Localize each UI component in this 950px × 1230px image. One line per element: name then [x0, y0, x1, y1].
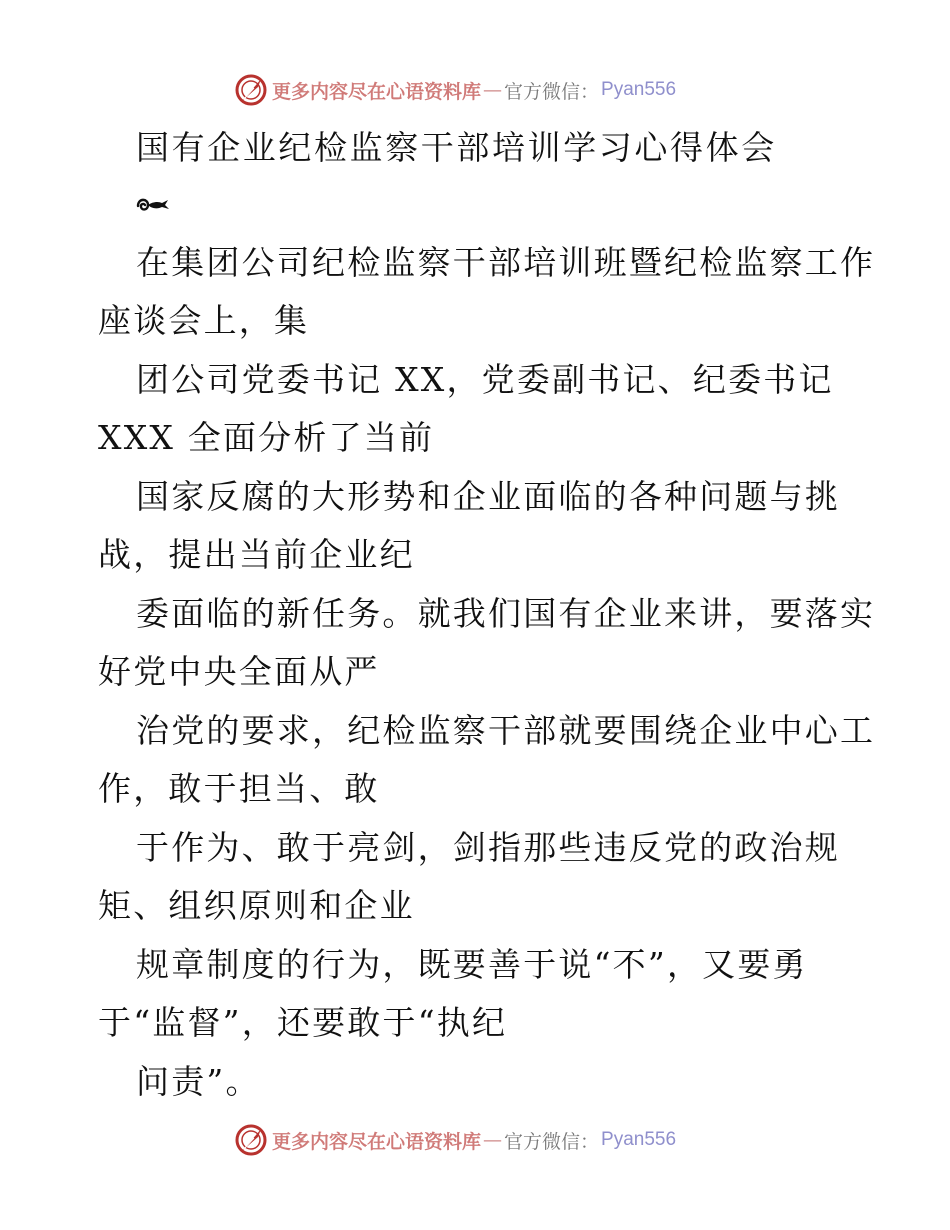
banner-wechat-id: Pyan556: [601, 1129, 677, 1150]
quill-pen-logo-icon: [234, 73, 268, 107]
body-line: 问责”。: [136, 1062, 261, 1101]
body-line: 规章制度的行为，既要善于说“不”，又要勇: [136, 945, 808, 984]
banner-wechat-id: Pyan556: [601, 79, 677, 100]
swirl-ornament-icon: [134, 192, 172, 216]
quill-pen-logo-icon: [234, 1123, 268, 1157]
footer-banner: [234, 1122, 676, 1158]
body-line: 作，敢于担当、敢: [98, 769, 380, 808]
body-line: 座谈会上，集: [98, 301, 310, 340]
banner-official-label: 官方微信：: [504, 1130, 600, 1153]
body-line: 于“监督”，还要敢于“执纪: [98, 1003, 508, 1042]
document-title: 国有企业纪检监察干部培训学习心得体会: [136, 128, 777, 167]
body-line: 委面临的新任务。就我们国有企业来讲，要落实: [136, 594, 876, 633]
banner-official-label: 官方微信：: [504, 80, 600, 103]
body-line: XXX 全面分析了当前: [98, 418, 435, 457]
body-line: 团公司党委书记 XX，党委副书记、纪委书记: [136, 360, 834, 399]
banner-dash: —: [483, 1129, 503, 1151]
banner-text: 更多内容尽在心语资料库: [272, 80, 482, 103]
body-line: 在集团公司纪检监察干部培训班暨纪检监察工作: [136, 243, 876, 282]
body-line: 于作为、敢于亮剑，剑指那些违反党的政治规: [136, 828, 840, 867]
body-line: 矩、组织原则和企业: [98, 886, 415, 925]
header-banner: [234, 72, 676, 108]
body-line: 国家反腐的大形势和企业面临的各种问题与挑: [136, 477, 840, 516]
body-line: 好党中央全面从严: [98, 652, 380, 691]
body-line: 治党的要求，纪检监察干部就要围绕企业中心工: [136, 711, 876, 750]
banner-dash: —: [483, 79, 503, 101]
banner-text: 更多内容尽在心语资料库: [272, 1130, 482, 1153]
body-line: 战，提出当前企业纪: [98, 535, 415, 574]
